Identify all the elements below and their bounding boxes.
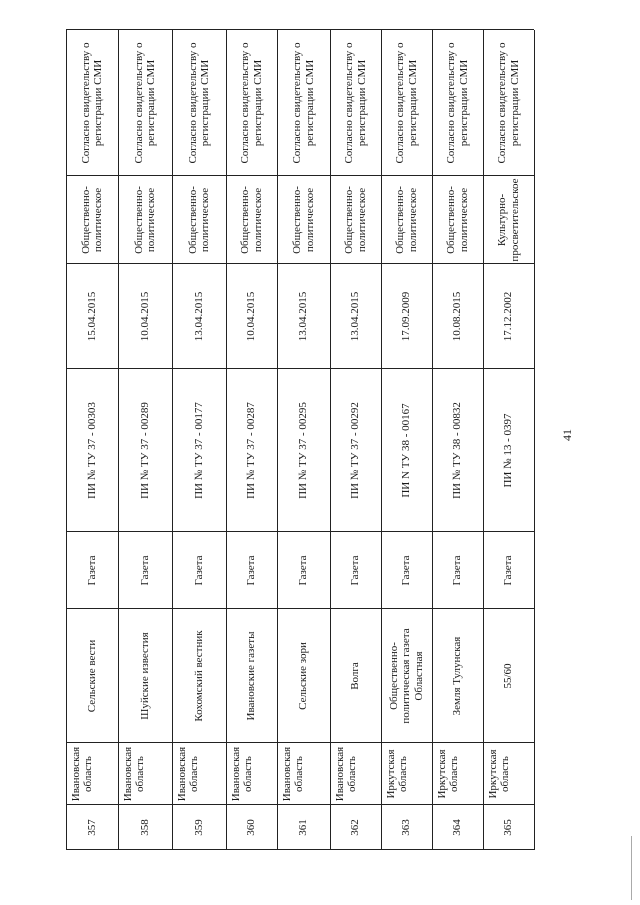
- cell-distribution-area: Согласно свидетельству о регистрации СМИ: [291, 42, 316, 164]
- cell-registration-number: ПИ № 13 - 0397: [502, 413, 515, 488]
- cell-row-number: 360: [245, 819, 258, 836]
- cell-region: Иркутская область: [487, 749, 512, 799]
- cell-topic: Общественно-политическое: [79, 186, 104, 254]
- cell-registration-date: 13.04.2015: [297, 291, 310, 342]
- table-column-line: [66, 368, 534, 369]
- cell-publication-title: Сельские вести: [85, 639, 98, 713]
- cell-region: Ивановская область: [122, 746, 147, 802]
- table-row-line: [483, 30, 484, 850]
- table-row-line: [277, 30, 278, 850]
- cell-topic: Общественно-политическое: [394, 186, 419, 254]
- cell-registration-number: ПИ № ТУ 38 - 00832: [451, 402, 464, 499]
- cell-row-number: 359: [192, 819, 205, 836]
- cell-distribution-area: Согласно свидетельству о регистрации СМИ: [132, 42, 157, 164]
- cell-registration-number: ПИ № ТУ 37 - 00177: [192, 402, 205, 499]
- cell-publication-title: Волга: [349, 662, 362, 690]
- cell-row-number: 364: [451, 819, 464, 836]
- cell-registration-date: 13.04.2015: [192, 291, 205, 342]
- cell-distribution-area: Согласно свидетельству о регистрации СМИ: [186, 42, 211, 164]
- cell-topic: Общественно-политическое: [186, 186, 211, 254]
- table-row-line: [66, 30, 67, 850]
- cell-publication-title: Кохомский вестник: [192, 630, 205, 722]
- cell-topic: Общественно-политическое: [291, 186, 316, 254]
- cell-row-number: 365: [502, 819, 515, 836]
- cell-registration-date: 10.04.2015: [138, 291, 151, 342]
- cell-topic: Общественно-политическое: [445, 186, 470, 254]
- cell-row-number: 361: [297, 819, 310, 836]
- table-row-line: [381, 30, 382, 850]
- cell-distribution-area: Согласно свидетельству о регистрации СМИ: [445, 42, 470, 164]
- cell-registration-number: ПИ № ТУ 37 - 00303: [85, 402, 98, 499]
- cell-region: Иркутская область: [385, 749, 410, 799]
- cell-region: Ивановская область: [281, 746, 306, 802]
- cell-topic: Общественно-политическое: [132, 186, 157, 254]
- table-row-line: [432, 30, 433, 850]
- cell-row-number: 362: [349, 819, 362, 836]
- cell-registration-date: 10.08.2015: [451, 291, 464, 342]
- cell-registration-number: ПИ № ТУ 37 - 00289: [138, 402, 151, 499]
- cell-publication-title: Шуйские известия: [138, 632, 151, 720]
- table-column-line: [66, 804, 534, 805]
- cell-media-type: Газета: [245, 555, 258, 586]
- cell-registration-date: 13.04.2015: [349, 291, 362, 342]
- page-number: 41: [560, 429, 574, 441]
- table-column-line: [66, 531, 534, 532]
- table-row-line: [534, 30, 535, 850]
- cell-region: Ивановская область: [230, 746, 255, 802]
- cell-row-number: 358: [138, 819, 151, 836]
- cell-registration-date: 15.04.2015: [85, 291, 98, 342]
- cell-media-type: Газета: [297, 555, 310, 586]
- cell-registration-number: ПИ N ТУ 38 - 00167: [400, 403, 413, 498]
- table-row-line: [226, 30, 227, 850]
- cell-region: Ивановская область: [176, 746, 201, 802]
- cell-publication-title: Земля Тулунская: [451, 636, 464, 716]
- cell-media-type: Газета: [349, 555, 362, 586]
- cell-media-type: Газета: [192, 555, 205, 586]
- cell-distribution-area: Согласно свидетельству о регистрации СМИ: [239, 42, 264, 164]
- table-row-line: [330, 30, 331, 850]
- table-row-line: [172, 30, 173, 850]
- cell-media-type: Газета: [138, 555, 151, 586]
- table-column-line: [66, 263, 534, 264]
- cell-topic: Культурно-просветительское: [496, 178, 521, 262]
- cell-registration-date: 17.09.2009: [400, 291, 413, 342]
- cell-distribution-area: Согласно свидетельству о регистрации СМИ: [394, 42, 419, 164]
- cell-registration-date: 17.12.2002: [502, 291, 515, 342]
- cell-region: Иркутская область: [436, 749, 461, 799]
- table-row-line: [118, 30, 119, 850]
- cell-registration-number: ПИ № ТУ 37 - 00287: [245, 402, 258, 499]
- cell-media-type: Газета: [502, 555, 515, 586]
- cell-publication-title: Сельские зори: [297, 642, 310, 710]
- cell-row-number: 363: [400, 819, 413, 836]
- cell-distribution-area: Согласно свидетельству о регистрации СМИ: [79, 42, 104, 164]
- cell-region: Ивановская область: [334, 746, 359, 802]
- scan-edge-mark: [631, 836, 632, 900]
- table-column-line: [66, 849, 534, 850]
- cell-publication-title: Общественно-политическая газета Областная: [388, 628, 425, 724]
- cell-registration-number: ПИ № ТУ 37 - 00292: [349, 402, 362, 499]
- cell-media-type: Газета: [451, 555, 464, 586]
- cell-media-type: Газета: [85, 555, 98, 586]
- cell-distribution-area: Согласно свидетельству о регистрации СМИ: [343, 42, 368, 164]
- cell-media-type: Газета: [400, 555, 413, 586]
- table-column-line: [66, 608, 534, 609]
- cell-topic: Общественно-политическое: [239, 186, 264, 254]
- cell-region: Ивановская область: [70, 746, 95, 802]
- cell-topic: Общественно-политическое: [343, 186, 368, 254]
- cell-publication-title: 55/60: [502, 663, 515, 689]
- cell-row-number: 357: [85, 819, 98, 836]
- table-column-line: [66, 175, 534, 176]
- table-column-line: [66, 742, 534, 743]
- cell-distribution-area: Согласно свидетельству о регистрации СМИ: [496, 42, 521, 164]
- cell-registration-number: ПИ № ТУ 37 - 00295: [297, 402, 310, 499]
- cell-publication-title: Ивановские газеты: [245, 631, 258, 721]
- table-column-line: [66, 29, 534, 30]
- cell-registration-date: 10.04.2015: [245, 291, 258, 342]
